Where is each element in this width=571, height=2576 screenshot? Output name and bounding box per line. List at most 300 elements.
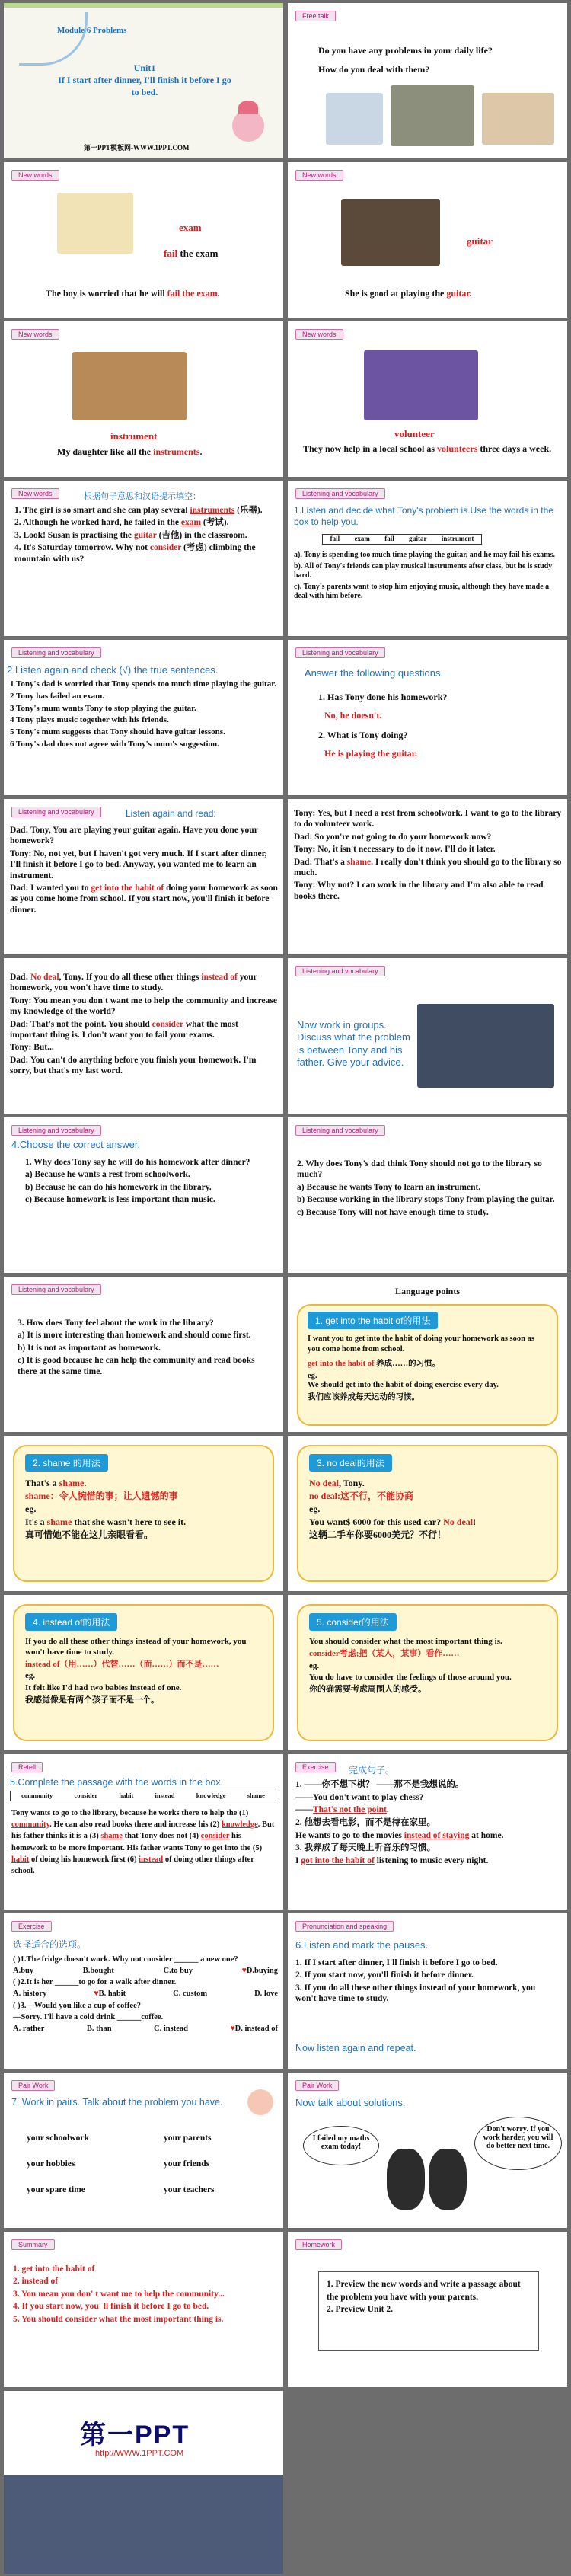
question-3b: —Sorry. I'll have a cold drink ______coffee. [13,2012,164,2021]
answer: knowledge [221,1820,258,1830]
dialogue-line [10,849,278,881]
photo-1 [326,93,383,145]
box-word: fail [384,535,394,542]
dialogue [10,970,278,1078]
question: 1. Why does Tony say he will do his homework after dinner? [25,1158,250,1167]
sentence-text: The boy is worried that he will [46,288,167,299]
instruction: 6.Listen and mark the pauses. [295,1939,429,1951]
item-text: 4. It's Saturday tomorrow. Why not [14,543,150,553]
eg-label: eg. [309,1660,320,1670]
option: A.buy [13,1967,34,1976]
point-box [297,1304,558,1426]
answer: consider [149,543,182,553]
section-tag: Homework [295,2239,342,2250]
meaning: ：令人惋惜的事；让人遗憾的事 [49,1491,178,1501]
text: . [84,1478,87,1488]
example-en: It felt like I'd had two babies instead of one. [25,1683,182,1692]
phrase: get into the habit of [308,1360,377,1369]
point-box [13,1445,274,1582]
brand-url: http://WWW.1PPT.COM [95,2449,184,2458]
meaning: 养成……的习惯。 [376,1360,441,1369]
item: 2. 他想去看电影，而不是待在家里。 [295,1818,435,1828]
point-heading: 5. consider的用法 [309,1613,397,1631]
slide-language-point-3 [288,1436,567,1591]
option: B. than [86,2024,112,2033]
answer: got into the habit of [301,1856,375,1866]
option-c: c) Because Tony will not have enough time to study. [297,1207,489,1217]
instruction: 7. Work in pairs. Talk about the problem you have. [11,2097,223,2108]
dialogue-line [294,808,562,830]
eg-label: eg. [25,1671,36,1681]
answer: guitar [133,530,157,540]
question-block [25,1155,269,1207]
phrase: consider [309,1648,340,1658]
question-block [297,1157,556,1219]
heart-icon: ♥ [230,2024,235,2033]
summary-item: 5. You should consider what the most important thing is. [13,2314,224,2324]
line-text: Dad: Tony, You are playing your guitar again. Have you done your homework? [10,826,258,846]
point-line [25,1491,262,1502]
section-tag: Listening and vocabulary [295,1125,385,1136]
section-tag: Pronunciation and speaking [295,1921,394,1932]
decor-curve [19,12,88,66]
slide-language-point-5 [288,1595,567,1750]
text: It's a [25,1517,47,1527]
eg-label: eg. [25,1504,37,1514]
guitar-photo [341,199,440,266]
sentence-text: My daughter like all the [57,446,154,457]
section-title: Language points [394,1286,461,1296]
section-tag: New words [11,329,59,340]
statement-5: 5 Tony's mum suggests that Tony should have guitar lessons. [10,727,225,737]
item-text: 3. Look! Susan is practising the [14,530,134,540]
text: , Tony. [339,1478,365,1488]
item [295,1804,562,1817]
fill-item-4 [14,542,273,564]
box-word: community [21,1791,53,1799]
fill-item-2 [14,517,273,528]
box-word: guitar [409,535,427,542]
item [295,1855,562,1868]
item: 1. ——你不想下棋？ ——那不是我想说的。 [295,1780,464,1789]
phrase-rest: the exam [180,248,219,259]
instruction: 选择适合的选项。 [13,1939,87,1950]
example-en [309,1517,546,1528]
section-tag: Listening and vocabulary [295,966,385,976]
dialogue-line [10,1019,278,1041]
slide-new-words-instrument [4,321,283,477]
option-a: a). Tony is spending too much time playing the guitar, and he may fail his exams. [294,551,556,559]
slide-new-words-volunteer [288,321,567,477]
highlight: No deal [30,973,59,982]
slide-dialogue-2 [288,799,567,954]
line-text: Dad: That's not the point. You should [10,1019,152,1029]
option: C.to buy [163,1967,193,1976]
topic: your friends [164,2159,210,2169]
option-correct: ♥D.buying [241,1967,278,1976]
point-line: If you do all these other things instead of your homework, you won't have time to study. [25,1637,247,1657]
answer-2: He is playing the guitar. [324,748,417,759]
option: D. love [254,1990,278,1999]
cartoon-boy-image [57,193,133,254]
answer: consider [200,1832,230,1841]
option-a: a) It is more interesting than homework and should come first. [18,1331,251,1341]
slide-solutions [288,2073,567,2228]
section-tag: Listening and vocabulary [295,647,385,658]
answer: instead of staying [404,1830,470,1840]
point-box [297,1445,558,1582]
fill-item-3 [14,530,273,541]
text: He wants to go to the movies [295,1830,404,1840]
question: 3. How does Tony feel about the work in the library? [18,1318,214,1328]
answer: community [11,1820,50,1830]
example-sentence [57,446,202,458]
section-tag: Pair Work [295,2080,339,2091]
option-c: c). Tony's parents want to stop him enjoying music, although they have made a deal with him before. [294,582,550,600]
exercise-list [295,1779,562,1868]
section-tag: Listening and vocabulary [11,1284,101,1295]
lesson-title: If I start after dinner, I'll finish it before I go to bed. [58,75,231,97]
highlight: guitar [446,288,470,299]
question-2: How do you deal with them? [318,64,430,75]
link-panel [4,2475,283,2574]
volunteers-photo [364,350,478,420]
section-tag: Free talk [295,11,336,21]
example-en: We should get into the habit of doing exercise every day. [308,1381,499,1390]
meaning: 考虑;把（某人，某事）看作…… [339,1648,460,1658]
phrase-fail-exam [164,248,219,260]
slide-language-point-1 [288,1277,567,1432]
line-text: Dad: That's a [294,857,347,867]
highlight: instead of [201,973,238,982]
word-box [10,1791,276,1801]
heart-icon: ♥ [241,1967,247,1976]
statement-2: 2 Tony has failed an exam. [10,691,105,701]
slide-fill-blanks [4,481,283,636]
text: listening to music every night. [374,1856,489,1866]
option-c: c) Because homework is less important than music. [25,1195,215,1205]
point-heading: 3. no deal的用法 [309,1454,392,1472]
box-word: shame [247,1791,265,1799]
item-hint: (考虑) climbing the mountain with us? [14,543,256,564]
eg-label: eg. [308,1372,317,1381]
question-1: ( )1.The fridge doesn't work. Why not consider ______ a new one? [13,1955,238,1964]
instruction: 完成句子。 [349,1765,395,1775]
line-text: Dad: So you're not going to do your homework now? [294,832,492,842]
homework-item: 2. Preview Unit 2. [327,2305,393,2315]
example-en: You do have to consider the feelings of those around you. [309,1673,512,1683]
statement-3: 3 Tony's mum wants Tony to stop playing the guitar. [10,703,196,713]
text: that she wasn't here to see it. [72,1517,187,1527]
line-text: Tony: But... [10,1043,54,1053]
passage [11,1807,276,1877]
option-list [294,549,560,603]
slide-summary [4,2232,283,2387]
slide-dialogue-1 [4,799,283,954]
summary-item: 1. get into the habit of [13,2264,95,2274]
question-1: Do you have any problems in your daily life? [318,45,493,56]
box-word: knowledge [196,1791,226,1799]
item-hint: (吉他) in the classroom. [156,530,247,540]
point-line [308,1357,547,1369]
point-heading: 2. shame 的用法 [25,1454,108,1472]
unit-label: Unit1 [133,62,156,73]
text: Tony wants to go to the library, because he works there to help the (1) [11,1809,249,1817]
option: B.bought [82,1967,114,1976]
instruction: 4.Choose the correct answer. [11,1139,141,1150]
photo-3 [482,93,554,145]
highlight: shame [46,1517,72,1527]
heart-icon: ♥ [94,1990,99,1999]
point-line [309,1649,546,1660]
dialogue-line [10,883,278,916]
choice-list [13,1953,278,2035]
line-text: , Tony. If you do all these other things [59,973,202,982]
point-line: You should consider what the most important thing is. [309,1637,502,1646]
highlight: volunteers [437,443,478,454]
instruments-photo [72,352,187,420]
dialogue-line [10,996,278,1018]
highlight: shame [59,1478,85,1488]
sentence-1: 1. If I start after dinner, I'll finish it before I go to bed. [295,1958,498,1967]
question-block [18,1316,273,1379]
slide-answer-questions [288,640,567,795]
instruction: 根据句子意思和汉语提示填空： [84,492,201,501]
topic: your parents [164,2133,212,2143]
option-correct: ♥B. habit [94,1990,126,1999]
line-text: Dad: [10,973,31,982]
photo-2 [391,85,474,146]
line-text: Tony: You mean you don't want me to help the community and increase my knowledge of the world? [10,996,277,1017]
option-b: b) Because working in the library stops Tony from playing the guitar. [297,1195,555,1205]
box-word: habit [119,1791,134,1799]
sentence-end: . [469,288,472,299]
option-a: a) Because he wants Tony to learn an instrument. [297,1182,481,1192]
item: ——You don't want to play chess? [295,1792,424,1802]
box-word: exam [354,535,370,542]
text: . But his father thinks it is a (3) [11,1820,275,1841]
example-sentence [303,443,554,455]
summary-item: 3. You mean you don' t want me to help the community... [13,2289,225,2299]
text: of doing his homework first (6) [29,1855,139,1864]
dialogue [294,807,562,903]
instruction: Now work in groups. Discuss what the problem is between Tony and his father. Give your advice. [297,1019,410,1068]
point-heading: 4. instead of的用法 [25,1613,117,1631]
question: 2. Why does Tony's dad think Tony should not go to the library so much? [297,1159,542,1180]
option-b: b) It is not as important as homework. [18,1343,161,1353]
line-text: Dad: You can't do anything before you finish your homework. I'm sorry, but that's my last word. [10,1055,257,1075]
section-tag: New words [11,488,59,499]
text: . He can also read books there and increase his (2) [49,1820,222,1830]
slide-free-talk [288,3,567,158]
example-zh: 真可惜她不能在这儿亲眼看看。 [25,1529,154,1540]
option: C. custom [173,1990,208,1999]
topic: your spare time [27,2185,85,2194]
line-text: your homework, you won't have time to study. [10,973,257,993]
box-word: consider [74,1791,98,1799]
highlight: get into the habit of [91,883,164,893]
item [295,1830,562,1843]
brand-logo: 第一PPT [80,2421,190,2450]
slide-choose-1 [4,1117,283,1273]
slide-new-words-guitar [288,162,567,318]
text: That's a [25,1478,59,1488]
example-en [25,1517,262,1528]
mascot-hat-icon [238,101,258,114]
section-tag: New words [295,170,343,181]
box-word: fail [330,535,340,542]
topic: your hobbies [27,2159,75,2169]
highlight: shame [346,857,372,867]
cartoon-minnie-icon [387,2149,425,2210]
options-3 [13,2024,278,2034]
option: A. history [13,1990,47,1999]
text: of doing other things after school. [11,1855,254,1876]
highlight: instruments [153,446,200,457]
item-text: 1. The girl is so smart and she can play several [14,506,190,515]
point-line [309,1491,546,1502]
slide-listen-decide [288,481,567,636]
item-text: 2. Although he worked hard, he failed in the [14,518,181,528]
example-sentence [46,288,220,299]
question-2: ( )2.It is her ______to go for a walk after dinner. [13,1978,177,1987]
sentence-text: She is good at playing the [345,288,447,299]
top-stripe [4,3,283,8]
eg-label: eg. [309,1504,321,1514]
answer: That's not the point [313,1805,387,1815]
slide-language-point-4 [4,1595,283,1750]
text: ! [473,1517,477,1527]
example-sentence [345,288,472,299]
instruction: 1.Listen and decide what Tony's problem is.Use the words in the box to help you. [294,505,553,527]
point-box [13,1604,274,1741]
sentence-end: . [217,288,220,299]
point-heading: 1. get into the habit of的用法 [308,1312,438,1329]
box-word: instrument [441,535,474,542]
sentence-end: three days a week. [477,443,552,454]
text: his homework to be more important. His father wants Tony to get into the (5) [11,1832,263,1852]
dialogue-line [10,1055,278,1077]
footer-text: 第一PPT模板网-WWW.1PPT.COM [84,144,190,152]
phrase: shame [25,1491,50,1501]
repeat-instruction: Now listen again and repeat. [295,2043,416,2053]
section-tag: Exercise [295,1762,336,1772]
slide-choose-3 [4,1277,283,1432]
group-photo [417,1004,554,1088]
option: A. rather [13,2024,45,2033]
fill-list [14,503,273,566]
homework-item: 1. Preview the new words and write a passage about the problem you have with your parents. [327,2280,521,2302]
summary-item: 2. instead of [13,2277,59,2287]
speech-bubble-1: I failed my maths exam today! [303,2126,379,2165]
answer: shame [100,1832,123,1841]
meaning: :这不行，不能协商 [337,1491,414,1501]
section-tag: New words [295,329,343,340]
text: . [386,1805,389,1815]
dialogue [10,823,278,917]
slide-choose-2 [288,1117,567,1273]
slide-new-words-exam [4,162,283,318]
text: that Tony does not (4) [122,1832,201,1841]
question-3: ( )3.—Would you like a cup of coffee? [13,2001,141,2010]
example-zh: 我感觉像是有两个孩子而不是一个。 [25,1695,159,1705]
phrase: no deal [309,1491,338,1501]
instruction: 5.Complete the passage with the words in the box. [10,1777,224,1788]
cartoon-mickey-icon [429,2149,467,2210]
section-tag: Listening and vocabulary [295,488,385,499]
slide-exercise-choice [4,1913,283,2069]
option-a: a) Because he wants a rest from schoolwork. [25,1170,190,1180]
word-volunteer: volunteer [394,428,435,439]
dialogue-line [10,972,278,994]
text: You want$ 6000 for this used car? [309,1517,444,1527]
module-title: Module 6 Problems [57,26,127,35]
summary-item: 4. If you start now, you' ll finish it before I go to bed. [13,2302,209,2312]
box-word: instead [155,1791,175,1799]
dialogue-line [10,825,278,847]
slide-pauses [288,1913,567,2069]
statement-4: 4 Tony plays music together with his friends. [10,715,169,725]
options-1 [13,1966,278,1976]
point-line [25,1478,262,1489]
phrase: instead of [25,1659,60,1669]
highlight: fail the exam [167,288,218,299]
example-zh: 这辆二手车你要6000美元？不行！ [309,1529,447,1540]
slide-pair-work [4,2073,283,2228]
line-text: . I really don't think you should go to the library so much. [294,857,562,877]
options-2 [13,1989,278,1999]
question-1: 1. Has Tony done his homework? [318,692,448,702]
answer-1: No, he doesn't. [324,710,382,721]
option-c: c) It is good because he can help the community and read books there at the same time. [18,1356,255,1376]
line-text: what the most important thing is. I don't want you to fail your exams. [10,1019,238,1040]
kids-icon [247,2089,273,2115]
speech-bubble-2: Don't worry. If you work harder, you will do better next time. [474,2117,562,2170]
slide-retell [4,1754,283,1910]
answer: exam [180,518,202,528]
section-tag: Listening and vocabulary [11,807,101,817]
slide-dialogue-3 [4,958,283,1114]
topic: your teachers [164,2185,215,2194]
section-tag: Exercise [11,1921,52,1932]
option-correct: ♥D. instead of [230,2024,278,2033]
statement-6: 6 Tony's dad does not agree with Tony's mum's suggestion. [10,739,219,749]
slide-check-true [4,640,283,795]
summary-list [13,2262,276,2326]
example-zh: 你的确需要考虑周围人的感受。 [309,1685,426,1694]
instruction: Answer the following questions. [305,667,444,679]
section-tag: Pair Work [11,2080,55,2091]
slide-language-point-2 [4,1436,283,1591]
sentence-3: 3. If you do all these other things instead of your homework, you won't have time to study. [295,1983,536,2004]
instruction: 2.Listen again and check (√) the true sentences. [7,664,219,676]
section-tag: Retell [11,1762,43,1772]
answer: instead [139,1855,164,1864]
line-text: Tony: Yes, but I need a rest from schoolwork. I want to go to the library to do volunteer work. [294,809,562,829]
option-b: b). All of Tony's friends can play musical instruments after class, but he is study hard. [294,561,553,580]
instruction: Now talk about solutions. [295,2097,406,2108]
topic: your schoolwork [27,2133,89,2143]
word-guitar: guitar [467,235,493,247]
section-tag: Listening and vocabulary [11,647,101,658]
slide-brand-footer [4,2391,283,2574]
dialogue-line [294,832,562,842]
answer: habit [11,1855,30,1864]
item-hint: (乐器). [234,506,263,515]
dialogue-line [294,844,562,855]
slide-title [4,3,283,158]
sentence-end: . [199,446,203,457]
